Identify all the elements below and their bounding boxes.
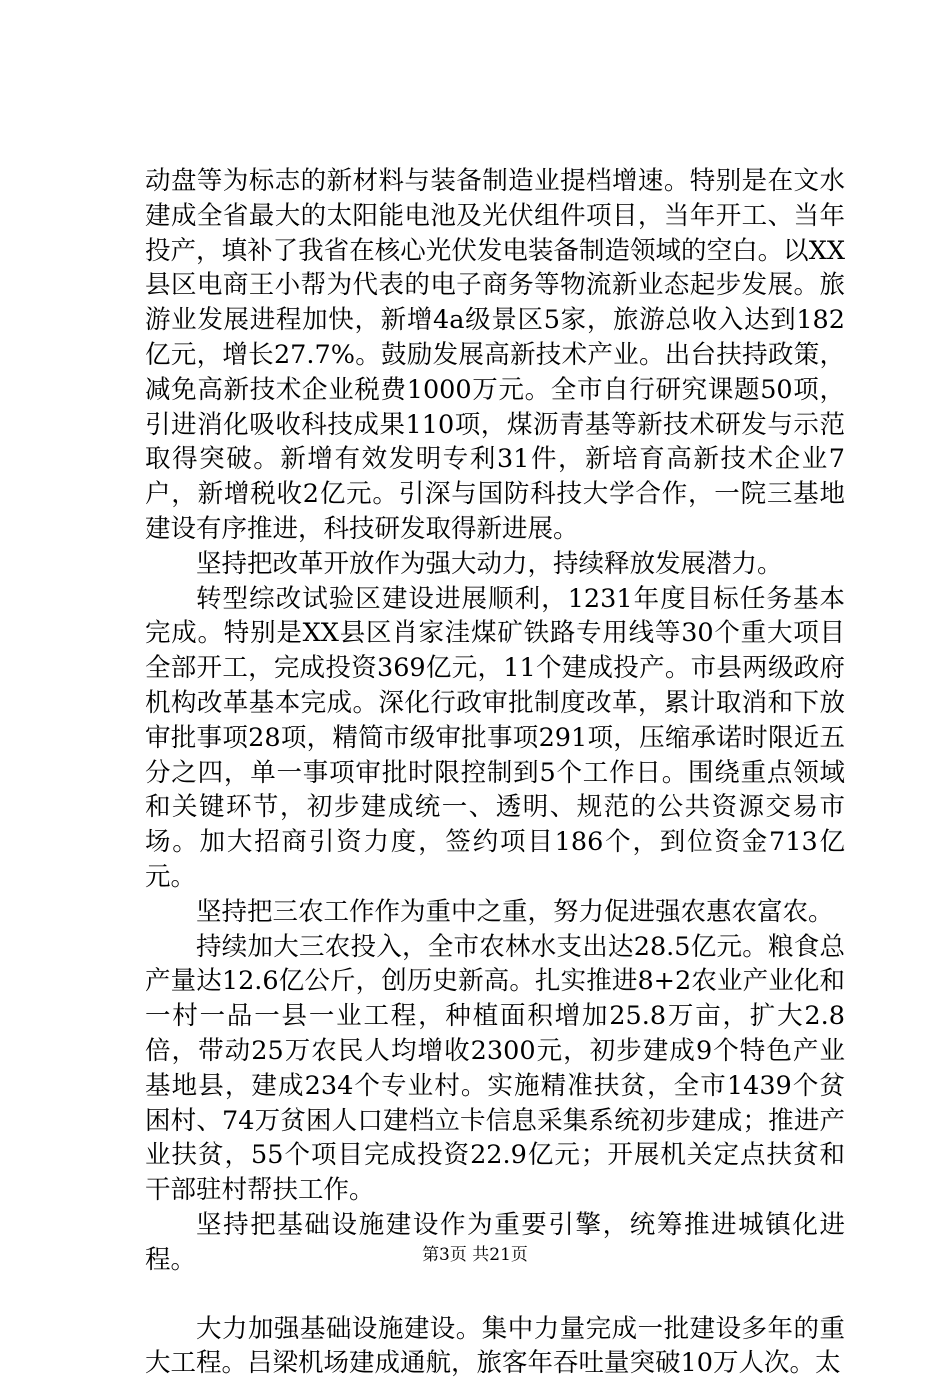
body-paragraph-1: 动盘等为标志的新材料与装备制造业提档增速。特别是在文水建成全省最大的太阳能电池及光伏组件项目，当年开工、当年投产，填补了我省在核心光伏发电装备制造领域的空白。以XX县区电商王小帮为代表的电子商务等物流新业态起步发展。旅游业发展进程加快，新增4a级景区5家，旅游总收入达到182亿元，增长27.7%。鼓励发展高新技术产业。出台扶持政策，减免高新技术企业税费1000万元。全市自行研究课题50项，引进消化吸收科技成果110项，煤沥青基等新技术研发与示范取得突破。新增有效发明专利31件，新培育高新技术企业7户，新增税收2亿元。引深与国防科技大学合作，一院三基地建设有序推进，科技研发取得新进展。 <box>145 164 845 547</box>
body-paragraph-4: 大力加强基础设施建设。集中力量完成一批建设多年的重大工程。吕梁机场建成通航，旅客年吞吐量突破10万人次。太 <box>145 1312 845 1381</box>
section-heading-reform: 坚持把改革开放作为强大动力，持续释放发展潜力。 <box>145 547 845 582</box>
section-heading-agriculture: 坚持把三农工作作为重中之重，努力促进强农惠农富农。 <box>145 895 845 930</box>
page-number-footer: 第3页 共21页 <box>0 1244 950 1266</box>
page-body <box>145 164 845 1381</box>
section-heading-infrastructure: 坚持把基础设施建设作为重要引擎，统筹推进城镇化进程。 <box>145 1208 845 1278</box>
body-paragraph-3: 持续加大三农投入，全市农林水支出达28.5亿元。粮食总产量达12.6亿公斤，创历史新高。扎实推进8+2农业产业化和一村一品一县一业工程，种植面积增加25.8万亩，扩大2.8倍，带动25万农民人均增收2300元，初步建成9个特色产业基地县，建成234个专业村。实施精准扶贫，全市1439个贫困村、74万贫困人口建档立卡信息采集系统初步建成；推进产业扶贫，55个项目完成投资22.9亿元；开展机关定点扶贫和干部驻村帮扶工作。 <box>145 930 845 1208</box>
body-paragraph-2: 转型综改试验区建设进展顺利，1231年度目标任务基本完成。特别是XX县区肖家洼煤矿铁路专用线等30个重大项目全部开工，完成投资369亿元，11个建成投产。市县两级政府机构改革基本完成。深化行政审批制度改革，累计取消和下放审批事项28项，精简市级审批事项291项，压缩承诺时限近五分之四，单一事项审批时限控制到5个工作日。围绕重点领域和关键环节，初步建成统一、透明、规范的公共资源交易市场。加大招商引资力度，签约项目186个，到位资金713亿元。 <box>145 582 845 895</box>
